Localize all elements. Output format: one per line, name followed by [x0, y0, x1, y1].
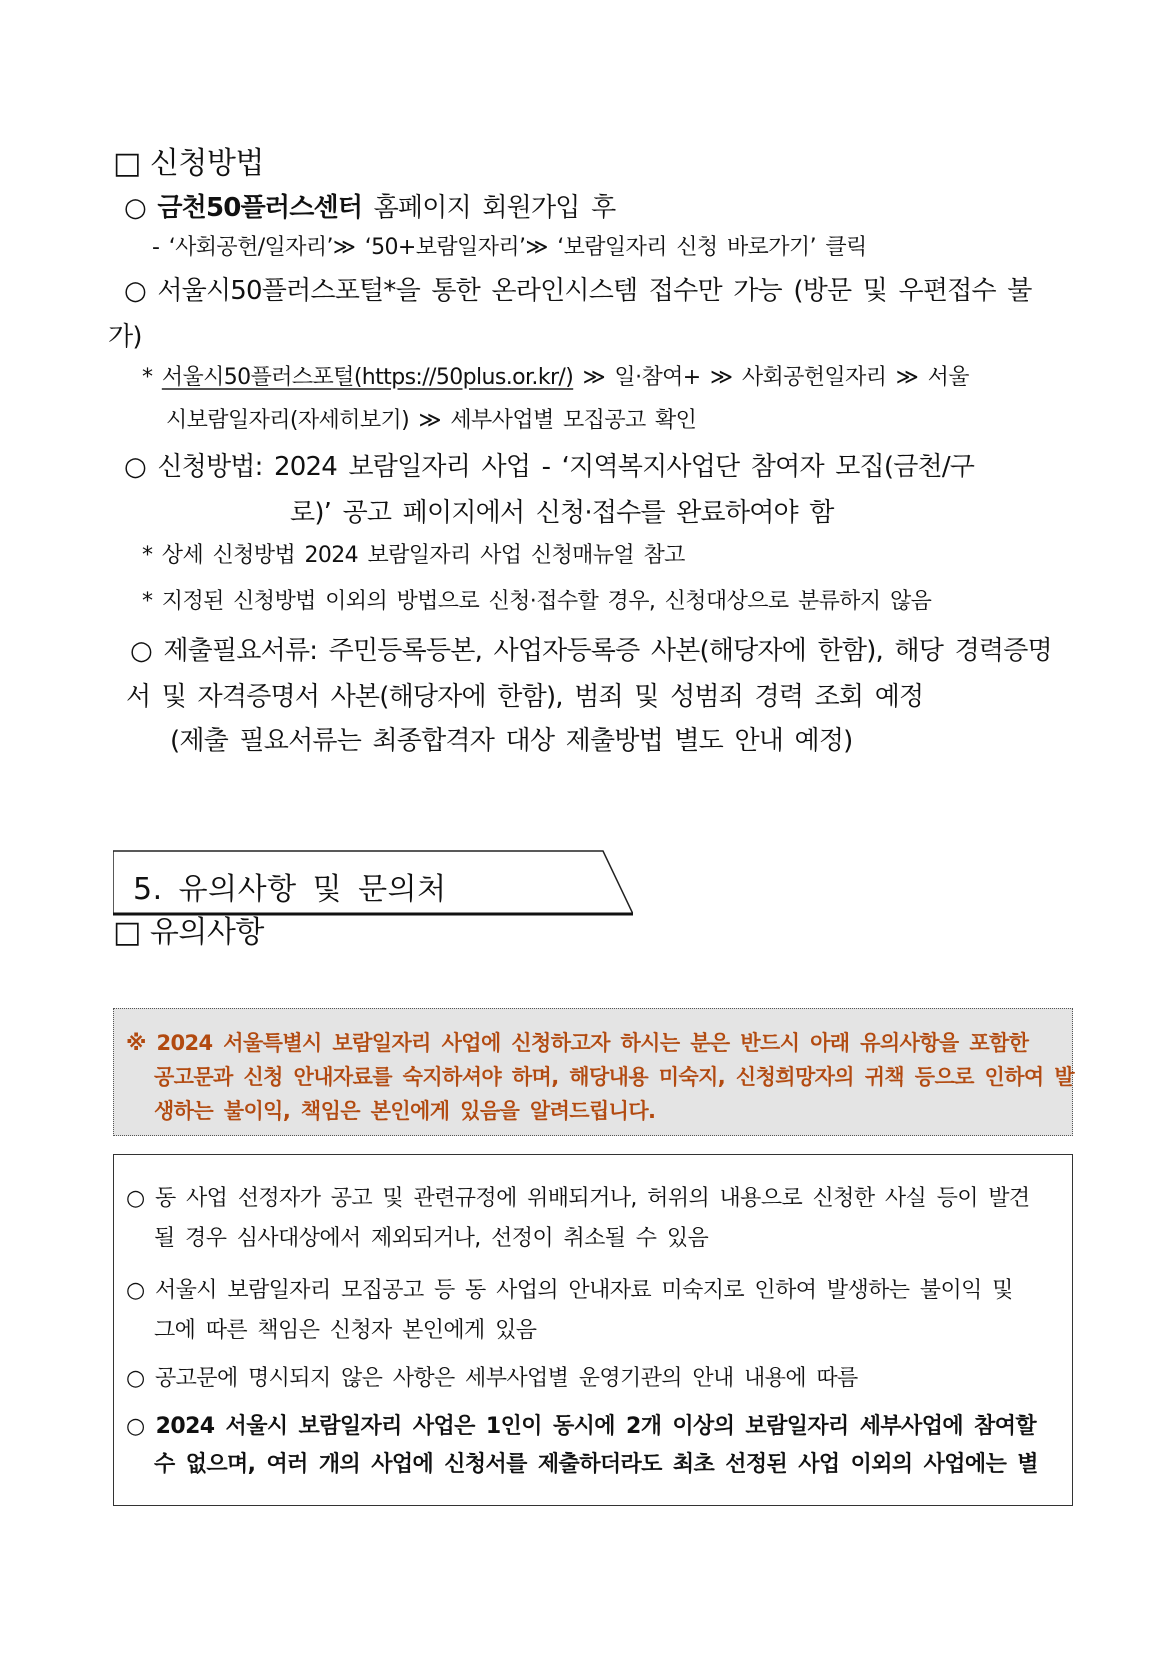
- apply-item-3-note-2: * 지정된 신청방법 이외의 방법으로 신청·접수할 경우, 신청대상으로 분류하지 않음: [142, 589, 932, 614]
- apply-item-4-cont: 서 및 자격증명서 사본(해당자에 한함), 범죄 및 성범죄 경력 조회 예정: [126, 682, 924, 712]
- apply-item-2-note-cont: 시보람일자리(자세히보기) ≫ 세부사업별 모집공고 확인: [166, 408, 697, 433]
- caution-note-4: ○ 2024 서울시 보람일자리 사업은 1인이 동시에 2개 이상의 보람일자리 세부사업에 참여할: [126, 1414, 1037, 1439]
- asterisk-icon: *: [142, 365, 153, 390]
- apply-item-3-note-1: * 상세 신청방법 2024 보람일자리 사업 신청매뉴얼 참고: [142, 543, 685, 568]
- warning-box: [113, 1008, 1073, 1136]
- apply-item-1-sub: - ‘사회공헌/일자리’≫ ‘50+보람일자리’≫ ‘보람일자리 신청 바로가기’ 클릭: [152, 235, 867, 260]
- warning-line-2: 공고문과 신청 안내자료를 숙지하셔야 하며, 해당내용 미숙지, 신청희망자의 귀책 등으로 인하여 발: [154, 1065, 1075, 1089]
- checkbox-square-icon: □: [113, 146, 141, 181]
- apply-item-text: 신청방법: 2024 보람일자리 사업 - ‘지역복지사업단 참여자 모집(금천/구: [157, 452, 975, 482]
- apply-item-1: [124, 187, 615, 224]
- note-path: ≫ 일·참여+ ≫ 사회공헌일자리 ≫ 서울: [573, 365, 969, 390]
- apply-item-2-note: [142, 360, 969, 391]
- checkbox-square-icon: □: [113, 915, 141, 950]
- caution-note-1-cont: 될 경우 심사대상에서 제외되거나, 선정이 취소될 수 있음: [154, 1226, 709, 1251]
- section-5-title: 5. 유의사항 및 문의처: [133, 872, 447, 907]
- portal-link[interactable]: 서울시50플러스포털(https://50plus.or.kr/): [161, 365, 574, 390]
- circle-bullet-icon: ○: [124, 193, 146, 223]
- apply-item-3: [124, 446, 974, 483]
- heading-text: 신청방법: [149, 146, 264, 181]
- warning-line-3: 생하는 불이익, 책임은 본인에게 있음을 알려드립니다.: [154, 1099, 656, 1123]
- apply-item-2: [124, 270, 1032, 307]
- caution-note-2-cont: 그에 따른 책임은 신청자 본인에게 있음: [154, 1318, 537, 1343]
- section-heading-apply: [113, 138, 264, 182]
- caution-note-3: ○ 공고문에 명시되지 않은 사항은 세부사업별 운영기관의 안내 내용에 따름: [126, 1366, 858, 1391]
- apply-item-4-paren: (제출 필요서류는 최종합격자 대상 제출방법 별도 안내 예정): [170, 726, 853, 756]
- apply-item-text: 서울시50플러스포털*을 통한 온라인시스템 접수만 가능 (방문 및 우편접수 불: [157, 276, 1032, 306]
- circle-bullet-icon: ○: [130, 636, 152, 666]
- caution-note-1: ○ 동 사업 선정자가 공고 및 관련규정에 위배되거나, 허위의 내용으로 신청한 사실 등이 발견: [126, 1186, 1030, 1211]
- section-heading-caution: [113, 907, 264, 951]
- section-5-header: [113, 850, 633, 915]
- warning-line-1: ※ 2024 서울특별시 보람일자리 사업에 신청하고자 하시는 분은 반드시 아래 유의사항을 포함한: [126, 1031, 1029, 1055]
- apply-item-4: [130, 630, 1052, 667]
- circle-bullet-icon: ○: [124, 276, 146, 306]
- apply-item-2-cont: 가): [108, 322, 142, 352]
- apply-item-text: 홈페이지 회원가입 후: [362, 193, 616, 223]
- caution-note-4-cont: 수 없으며, 여러 개의 사업에 신청서를 제출하더라도 최초 선정된 사업 이외의 사업에는 별: [154, 1452, 1038, 1477]
- center-name: 금천50플러스센터: [157, 193, 363, 223]
- heading-text: 유의사항: [149, 915, 264, 950]
- apply-item-3-cont: 로)’ 공고 페이지에서 신청·접수를 완료하여야 함: [290, 498, 834, 528]
- caution-notes-box: [113, 1154, 1073, 1506]
- caution-note-2: ○ 서울시 보람일자리 모집공고 등 동 사업의 안내자료 미숙지로 인하여 발생하는 불이익 및: [126, 1278, 1013, 1303]
- apply-item-text: 제출필요서류: 주민등록등본, 사업자등록증 사본(해당자에 한함), 해당 경력증명: [163, 636, 1052, 666]
- circle-bullet-icon: ○: [124, 452, 146, 482]
